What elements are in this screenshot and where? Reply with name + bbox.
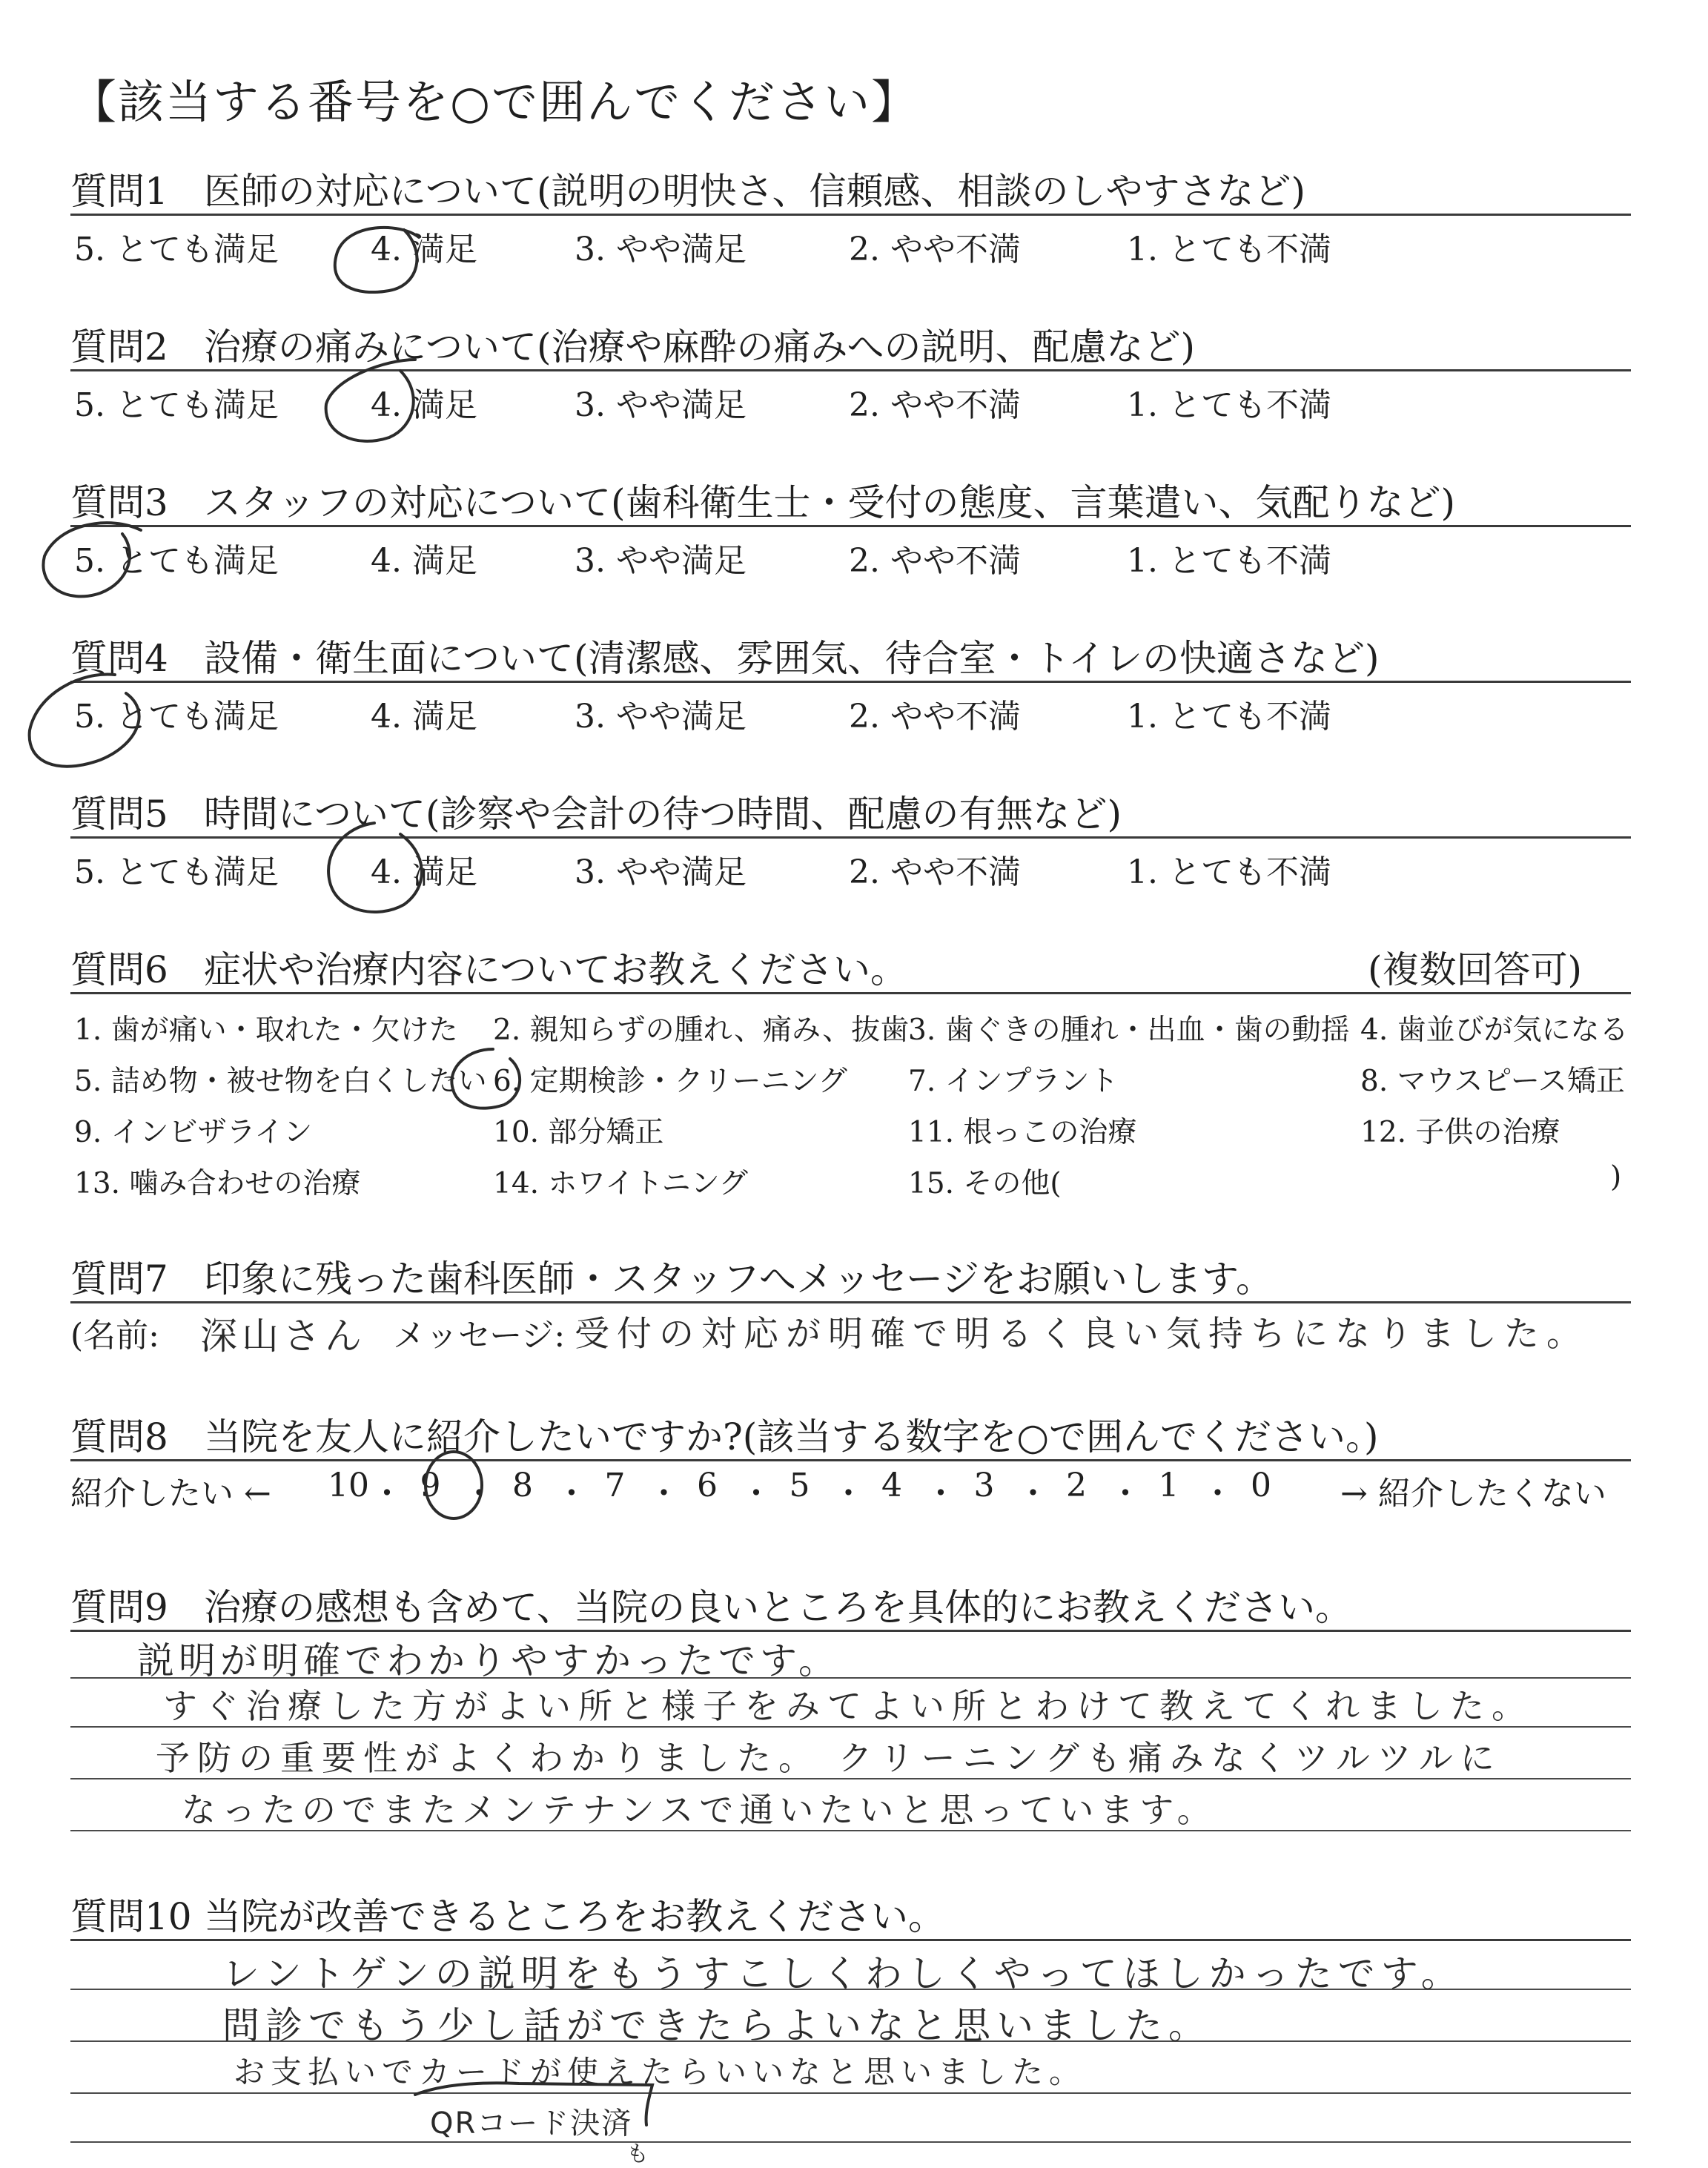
q6-option-8[interactable]: 8. マウスピース矯正: [1360, 1065, 1625, 1098]
q5-option-5[interactable]: 5. とても満足: [74, 853, 279, 891]
q4-option-2[interactable]: 2. やや不満: [849, 698, 1021, 736]
q6-option-3[interactable]: 3. 歯ぐきの腫れ・出血・歯の動揺: [908, 1014, 1350, 1047]
q8-scale-separator: ・: [1109, 1475, 1142, 1513]
q10-annotation-tail: も: [626, 2141, 649, 2167]
q3-option-4[interactable]: 4. 満足: [371, 542, 477, 580]
q2-option-2[interactable]: 2. やや不満: [849, 386, 1021, 424]
q5-label: 質問5: [70, 793, 168, 836]
q10-answer-line: [70, 2092, 1631, 2094]
q4-option-5[interactable]: 5. とても満足: [74, 698, 279, 736]
q6-option-10[interactable]: 10. 部分矯正: [493, 1116, 664, 1149]
q6-option-6[interactable]: 6. 定期検診・クリーニング: [493, 1065, 847, 1098]
q4-option-4[interactable]: 4. 満足: [371, 698, 477, 736]
q2-text: 治療の痛みについて(治療や麻酔の痛みへの説明、配慮など): [204, 325, 1196, 369]
q8-right-label: → 紹介したくない: [1340, 1475, 1606, 1513]
q8-scale-10[interactable]: 10: [328, 1467, 369, 1504]
q8-scale-9[interactable]: 9: [420, 1467, 441, 1504]
q6-option-7[interactable]: 7. インプラント: [908, 1065, 1119, 1098]
q3-rule: [70, 525, 1631, 527]
q7-text: 印象に残った歯科医師・スタッフへメッセージをお願いします。: [204, 1257, 1273, 1301]
q4-option-3[interactable]: 3. やや満足: [575, 698, 747, 736]
q8-scale-3[interactable]: 3: [973, 1467, 995, 1504]
q2-option-1[interactable]: 1. とても不満: [1127, 386, 1331, 424]
page-title: 【該当する番号を○で囲んでください】: [70, 75, 919, 129]
q5-option-2[interactable]: 2. やや不満: [849, 853, 1021, 891]
q8-scale-separator: ・: [371, 1475, 403, 1513]
q3-option-3[interactable]: 3. やや満足: [575, 542, 747, 580]
q8-scale-separator: ・: [924, 1475, 957, 1513]
q1-label: 質問1: [70, 170, 168, 213]
q8-scale-separator: ・: [647, 1475, 681, 1513]
q3-option-5[interactable]: 5. とても満足: [74, 542, 279, 580]
q10-annotation: QRコード決済: [430, 2106, 633, 2141]
q9-answer-line-3[interactable]: 予防の重要性がよくわかりました。 クリーニングも痛みなくツルツルに: [156, 1738, 1502, 1778]
q7-message-label: メッセージ:: [393, 1317, 566, 1355]
q6-option-4[interactable]: 4. 歯並びが気になる: [1360, 1014, 1629, 1047]
q8-scale-7[interactable]: 7: [604, 1467, 626, 1504]
q5-option-3[interactable]: 3. やや満足: [575, 853, 747, 891]
q8-scale-separator: ・: [1016, 1475, 1050, 1513]
q8-left-label: 紹介したい ←: [70, 1475, 271, 1513]
q1-option-1[interactable]: 1. とても不満: [1127, 231, 1331, 268]
q6-option-5[interactable]: 5. 詰め物・被せ物を白くしたい: [74, 1065, 487, 1098]
q5-option-1[interactable]: 1. とても不満: [1127, 853, 1331, 891]
q1-option-2[interactable]: 2. やや不満: [849, 231, 1021, 268]
q8-scale-2[interactable]: 2: [1066, 1467, 1087, 1504]
q2-rule: [70, 369, 1631, 371]
q8-rule: [70, 1459, 1631, 1461]
q7-name-value[interactable]: 深山さん: [200, 1315, 366, 1358]
q6-rule: [70, 992, 1631, 994]
q6-option-12[interactable]: 12. 子供の治療: [1360, 1116, 1560, 1149]
q10-answer-line-3[interactable]: お支払いでカードが使えたらいいなと思いました。: [234, 2054, 1087, 2090]
q3-text: スタッフの対応について(歯科衛生士・受付の態度、言葉遣い、気配りなど): [204, 481, 1456, 524]
q2-label: 質問2: [70, 325, 168, 369]
q9-label: 質問9: [70, 1586, 168, 1629]
q3-option-2[interactable]: 2. やや不満: [849, 542, 1021, 580]
q6-text: 症状や治療内容についてお教えください。: [204, 948, 907, 991]
q8-label: 質問8: [70, 1415, 168, 1458]
q6-option-2[interactable]: 2. 親知らずの腫れ、痛み、抜歯: [493, 1014, 910, 1047]
q4-rule: [70, 681, 1631, 683]
q8-scale-separator: ・: [740, 1475, 772, 1513]
q1-option-4[interactable]: 4. 満足: [371, 231, 477, 268]
q8-scale-1[interactable]: 1: [1158, 1467, 1179, 1504]
q1-text: 医師の対応について(説明の明快さ、信頼感、相談のしやすさなど): [204, 170, 1306, 213]
q9-answer-line-4[interactable]: なったのでまたメンテナンスで通いたいと思っています。: [182, 1790, 1217, 1830]
q5-option-4[interactable]: 4. 満足: [371, 853, 477, 891]
q10-answer-line-2[interactable]: 問診でもう少し話ができたらよいなと思いました。: [222, 2004, 1211, 2047]
q4-label: 質問4: [70, 637, 168, 680]
q9-answer-line-1[interactable]: 説明が明確でわかりやすかったです。: [137, 1639, 840, 1682]
q6-option-14[interactable]: 14. ホワイトニング: [493, 1167, 748, 1200]
q6-note: (複数回答可): [1368, 948, 1583, 991]
q6-option-15[interactable]: 15. その他(: [908, 1167, 1062, 1200]
q10-answer-line: [70, 2141, 1631, 2143]
q1-option-5[interactable]: 5. とても満足: [74, 231, 279, 268]
q8-scale-8[interactable]: 8: [512, 1467, 533, 1504]
q6-option-15-close: ): [1610, 1160, 1622, 1194]
q7-name-label: (名前:: [70, 1317, 159, 1355]
q8-scale-separator: ・: [463, 1475, 496, 1513]
q10-label: 質問10: [70, 1895, 192, 1938]
q8-scale-separator: ・: [1201, 1475, 1234, 1513]
q6-option-13[interactable]: 13. 噛み合わせの治療: [74, 1167, 361, 1200]
q6-option-11[interactable]: 11. 根っこの治療: [908, 1116, 1137, 1149]
q3-option-1[interactable]: 1. とても不満: [1127, 542, 1331, 580]
q8-scale-4[interactable]: 4: [881, 1467, 902, 1504]
q7-message-value[interactable]: 受付の対応が明確で明るく良い気持ちになりました。: [575, 1314, 1589, 1355]
q10-answer-line-1[interactable]: レントゲンの説明をもうすこしくわしくやってほしかったです。: [222, 1952, 1464, 1995]
q3-label: 質問3: [70, 481, 168, 524]
q8-text: 当院を友人に紹介したいですか?(該当する数字を○で囲んでください。): [204, 1415, 1379, 1458]
q6-option-1[interactable]: 1. 歯が痛い・取れた・欠けた: [74, 1014, 458, 1047]
q6-label: 質問6: [70, 948, 168, 991]
q4-option-1[interactable]: 1. とても不満: [1127, 698, 1331, 736]
q9-text: 治療の感想も含めて、当院の良いところを具体的にお教えください。: [204, 1586, 1352, 1629]
q8-scale-0[interactable]: 0: [1251, 1467, 1271, 1504]
q7-rule: [70, 1301, 1631, 1303]
q5-rule: [70, 836, 1631, 839]
q9-answer-line-2[interactable]: すぐ治療した方がよい所と様子をみてよい所とわけて教えてくれました。: [163, 1686, 1533, 1726]
q1-rule: [70, 214, 1631, 216]
q10-text: 当院が改善できるところをお教えください。: [204, 1895, 945, 1938]
q8-scale-separator: ・: [832, 1475, 865, 1513]
q2-option-3[interactable]: 3. やや満足: [575, 386, 747, 424]
q5-text: 時間について(診察や会計の待つ時間、配慮の有無など): [204, 793, 1122, 836]
q7-label: 質問7: [70, 1257, 168, 1301]
q4-text: 設備・衛生面について(清潔感、雰囲気、待合室・トイレの快適さなど): [204, 637, 1380, 680]
q10-rule: [70, 1939, 1631, 1941]
q1-option-3[interactable]: 3. やや満足: [575, 231, 747, 268]
q8-scale-6[interactable]: 6: [697, 1467, 718, 1504]
q2-option-5[interactable]: 5. とても満足: [74, 386, 279, 424]
q8-scale-5[interactable]: 5: [789, 1467, 810, 1504]
q6-option-9[interactable]: 9. インビザライン: [74, 1116, 313, 1149]
q2-option-4[interactable]: 4. 満足: [371, 386, 477, 424]
q8-scale-separator: ・: [555, 1475, 588, 1513]
